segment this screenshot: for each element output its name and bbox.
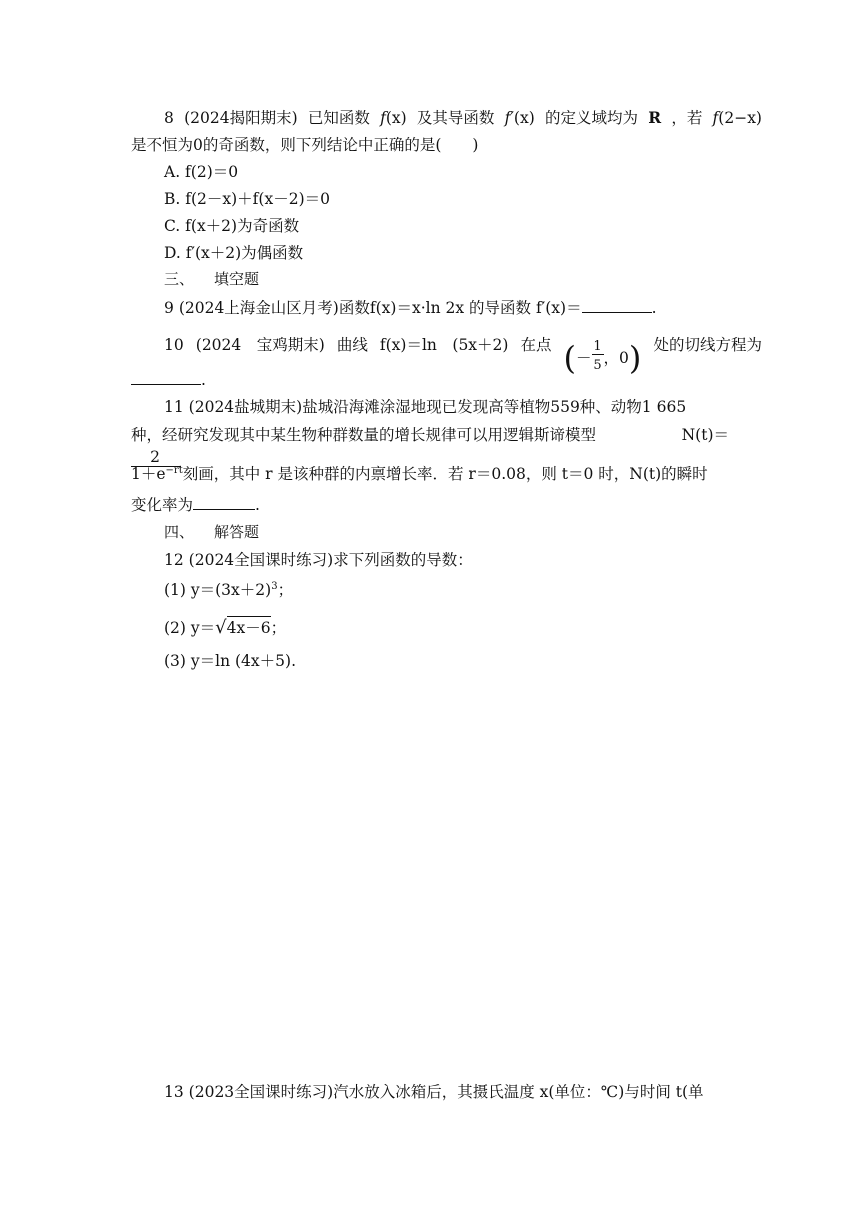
- sqrt-radical-icon: √: [215, 617, 227, 638]
- q8-line1: [164, 108, 762, 128]
- q11-line4: [131, 495, 260, 515]
- q12-part2: (2) y＝√4x－6；: [164, 617, 287, 638]
- q11-fraction-numerator: 2: [150, 448, 160, 466]
- q10-source: (2024 宝鸡期末): [195, 336, 325, 354]
- q12-text: 求下列函数的导数：: [333, 551, 473, 569]
- q8-line2: 是不恒为0的奇函数，则下列结论中正确的是( ): [131, 136, 479, 154]
- q9-text-b: 的导函数: [469, 299, 532, 317]
- q11-line3: [131, 464, 791, 484]
- q8-f2mx: f(2−x): [712, 109, 762, 127]
- q9-expr2: f′(x)＝: [535, 299, 582, 317]
- q8-stem-d: ，若: [671, 109, 703, 127]
- q13-text: 汽水放入冰箱后，其摄氏温度 x(单位：℃)与时间 t(单: [333, 1083, 704, 1101]
- q10-line2: [131, 370, 206, 390]
- q8-real-set: R: [648, 108, 662, 127]
- q11-line2: [131, 425, 729, 445]
- q11-text4: 变化率为: [131, 496, 194, 514]
- q12-part1: (1) $y=(3x+2)^3$；: [164, 581, 294, 599]
- q9-line: [164, 298, 657, 318]
- q13-source: (2023全国课时练习): [188, 1083, 334, 1101]
- section4-title: 解答题: [214, 523, 260, 541]
- q11-fraction-denominator: $1+e^{-rt}$: [131, 465, 183, 483]
- q8-fpx: f′(x): [504, 109, 535, 127]
- q11-source: (2024盐城期末): [188, 398, 303, 416]
- section-heading-fill-in: [164, 269, 259, 289]
- q10-line1: [164, 335, 762, 375]
- q10-expr: f(x)＝ln (5x＋2): [379, 336, 509, 354]
- q12-source: (2024全国课时练习): [188, 551, 334, 569]
- q8-fx: f(x): [380, 109, 407, 127]
- q9-number: 9: [164, 299, 174, 317]
- q8-option-b: B. f(2－x)＋f(x－2)＝0: [164, 190, 330, 208]
- q8-option-d: D. f′(x＋2)为偶函数: [164, 244, 304, 262]
- q8-number: 8: [164, 109, 174, 127]
- q9-answer-blank: [582, 298, 652, 313]
- q10-fraction: $\frac{1}{5}$: [593, 339, 602, 373]
- q10-end: .: [201, 371, 206, 389]
- q11-text1: 盐城沿海滩涂湿地现已发现高等植物559种、动物1 665: [302, 398, 687, 416]
- q11-answer-blank: [193, 495, 255, 510]
- section3-number: 三、: [164, 270, 195, 288]
- q13-number: 13: [164, 1083, 184, 1101]
- q8-stem-c: 的定义域均为: [544, 109, 638, 127]
- q8-option-a: A. f(2)＝0: [164, 163, 239, 181]
- q11-line1: [164, 397, 686, 417]
- q8-option-c: C. f(x＋2)为奇函数: [164, 217, 300, 235]
- q10-text-a: 曲线: [336, 336, 368, 354]
- q8-stem-a: 已知函数: [307, 109, 370, 127]
- q9-expr: f(x)＝x·ln 2x: [369, 299, 465, 317]
- q12-number: 12: [164, 551, 184, 569]
- q8-source: (2024揭阳期末): [184, 109, 298, 127]
- q10-text-c: 处的切线方程为: [653, 336, 762, 354]
- q13-line: [164, 1082, 704, 1102]
- q9-end: .: [651, 299, 657, 317]
- section3-title: 填空题: [214, 270, 260, 288]
- q9-source: (2024上海金山区月考): [178, 299, 339, 317]
- q11-Nt: N(t)＝: [681, 426, 729, 444]
- q12-part3: (3) y＝ln (4x＋5).: [164, 652, 296, 670]
- section-heading-answer: [164, 522, 259, 542]
- q11-text2: 种，经研究发现其中某生物种群数量的增长规律可以用逻辑斯谛模型: [131, 426, 597, 444]
- q10-answer-blank: [131, 370, 201, 385]
- q11-number: 11: [164, 398, 184, 416]
- q8-stem-b: 及其导函数: [416, 109, 495, 127]
- q10-point: (－ $\frac{1}{5}$ ，0): [564, 335, 642, 375]
- q10-number: 10: [164, 336, 184, 354]
- q12-radicand: 4x－6: [227, 616, 271, 638]
- q9-text-a: 函数: [338, 299, 370, 317]
- q12-line: [164, 550, 473, 570]
- section4-number: 四、: [164, 523, 195, 541]
- q11-text3: 刻画，其中 r 是该种群的内禀增长率．若 r＝0.08，则 t＝0 时，N(t)的瞬时: [182, 465, 708, 483]
- q11-end: .: [255, 496, 260, 514]
- q10-text-b: 在点: [520, 336, 552, 354]
